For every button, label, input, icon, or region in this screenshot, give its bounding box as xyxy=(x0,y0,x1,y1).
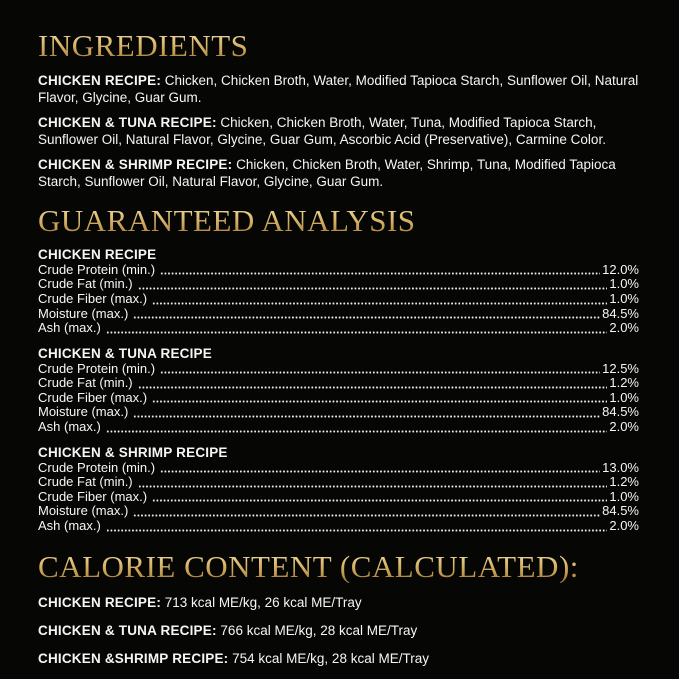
analysis-row-label: Moisture (max.) xyxy=(38,305,129,321)
analysis-recipe-name: CHICKEN & TUNA RECIPE xyxy=(38,345,212,361)
analysis-row xyxy=(38,504,639,519)
calorie-recipe-label: CHICKEN RECIPE: xyxy=(38,595,162,611)
calorie-recipe-label: CHICKEN & TUNA RECIPE: xyxy=(38,623,217,639)
analysis-row-label: Crude Fiber (max.) xyxy=(38,290,148,306)
dotted-leader xyxy=(133,408,600,418)
dotted-leader xyxy=(152,492,607,502)
analysis-row-value: 13.0% xyxy=(602,459,639,475)
analysis-row xyxy=(38,475,639,490)
analysis-row-value: 84.5% xyxy=(602,503,639,519)
analysis-row-value: 1.0% xyxy=(609,488,639,504)
analysis-recipe-chicken xyxy=(38,247,645,336)
analysis-row-value: 2.0% xyxy=(609,320,639,336)
analysis-row xyxy=(38,321,639,336)
analysis-row-label: Crude Fat (min.) xyxy=(38,474,133,490)
analysis-row xyxy=(38,307,639,322)
guaranteed-analysis-section xyxy=(38,202,645,534)
analysis-row-value: 84.5% xyxy=(602,305,639,321)
analysis-row xyxy=(38,420,639,435)
analysis-row-value: 2.0% xyxy=(609,419,639,435)
analysis-row xyxy=(38,376,639,391)
dotted-leader xyxy=(106,522,608,532)
calorie-item-chicken xyxy=(38,595,645,611)
dotted-leader xyxy=(152,295,607,305)
analysis-row-label: Ash (max.) xyxy=(38,419,101,435)
analysis-row-label: Crude Protein (min.) xyxy=(38,459,156,475)
ingredient-recipe-text: Chicken, Chicken Broth, Water, Shrimp, Tuna, Modified Tapioca Starch, Sunflower Oil, Natural Flavor, Glycine, Guar Gum. xyxy=(38,156,616,189)
analysis-row-label: Crude Protein (min.) xyxy=(38,360,156,376)
analysis-row-label: Crude Protein (min.) xyxy=(38,261,156,277)
analysis-recipe-name: CHICKEN & SHRIMP RECIPE xyxy=(38,444,228,460)
dotted-leader xyxy=(152,393,607,403)
dotted-leader xyxy=(133,309,600,319)
analysis-row-value: 2.0% xyxy=(609,518,639,534)
analysis-row-value: 12.0% xyxy=(602,261,639,277)
analysis-row-label: Crude Fiber (max.) xyxy=(38,389,148,405)
ingredient-item-chicken-shrimp xyxy=(38,156,645,190)
calorie-recipe-value: 713 kcal ME/kg, 26 kcal ME/Tray xyxy=(164,595,362,611)
analysis-row xyxy=(38,292,639,307)
analysis-row-value: 1.2% xyxy=(609,375,639,391)
ingredient-item-chicken-tuna xyxy=(38,114,645,148)
analysis-row-value: 1.2% xyxy=(609,474,639,490)
ingredient-recipe-label: CHICKEN & TUNA RECIPE: xyxy=(38,114,217,130)
guaranteed-analysis-title: GUARANTEED ANALYSIS xyxy=(38,205,645,238)
calorie-content-section xyxy=(38,548,645,668)
dotted-leader xyxy=(138,280,608,290)
ingredients-section xyxy=(38,30,645,190)
dotted-leader xyxy=(138,379,608,389)
calorie-item-chicken-tuna xyxy=(38,623,645,639)
analysis-row-label: Crude Fat (min.) xyxy=(38,276,133,292)
analysis-row-value: 12.5% xyxy=(602,360,639,376)
analysis-row-value: 84.5% xyxy=(602,404,639,420)
ingredient-recipe-label: CHICKEN RECIPE: xyxy=(38,72,162,88)
dotted-leader xyxy=(106,423,608,433)
analysis-row xyxy=(38,519,639,534)
analysis-row xyxy=(38,405,639,420)
analysis-recipe-chicken-tuna xyxy=(38,346,645,435)
calorie-content-title: CALORIE CONTENT (CALCULATED): xyxy=(38,551,645,584)
ingredient-recipe-text: Chicken, Chicken Broth, Water, Modified Tapioca Starch, Sunflower Oil, Natural Flavor, Glycine, Guar Gum. xyxy=(38,72,639,105)
analysis-recipe-chicken-shrimp xyxy=(38,445,645,534)
dotted-leader xyxy=(160,265,600,275)
analysis-row xyxy=(38,263,639,278)
dotted-leader xyxy=(106,324,608,334)
analysis-row-label: Moisture (max.) xyxy=(38,503,129,519)
analysis-row xyxy=(38,461,639,476)
analysis-row-label: Ash (max.) xyxy=(38,518,101,534)
analysis-row xyxy=(38,362,639,377)
calorie-recipe-value: 754 kcal ME/kg, 28 kcal ME/Tray xyxy=(232,651,429,667)
dotted-leader xyxy=(160,463,600,473)
ingredient-recipe-label: CHICKEN & SHRIMP RECIPE: xyxy=(38,156,233,172)
analysis-recipe-name: CHICKEN RECIPE xyxy=(38,246,157,262)
dotted-leader xyxy=(133,507,600,517)
ingredient-item-chicken xyxy=(38,72,645,106)
analysis-row xyxy=(38,490,639,505)
analysis-row-value: 1.0% xyxy=(609,389,639,405)
analysis-row xyxy=(38,391,639,406)
analysis-row-label: Moisture (max.) xyxy=(38,404,129,420)
dotted-leader xyxy=(160,364,600,374)
calorie-recipe-value: 766 kcal ME/kg, 28 kcal ME/Tray xyxy=(220,623,418,639)
calorie-recipe-label: CHICKEN &SHRIMP RECIPE: xyxy=(38,651,229,667)
ingredients-title: INGREDIENTS xyxy=(38,30,645,63)
analysis-row xyxy=(38,277,639,292)
ingredient-recipe-text: Chicken, Chicken Broth, Water, Tuna, Modified Tapioca Starch, Sunflower Oil, Natural Flavor, Glycine, Guar Gum, Ascorbic Acid (Preservative), Carmine Color. xyxy=(38,114,606,147)
analysis-row-value: 1.0% xyxy=(609,290,639,306)
analysis-row-label: Crude Fiber (max.) xyxy=(38,488,148,504)
analysis-row-label: Crude Fat (min.) xyxy=(38,375,133,391)
analysis-row-label: Ash (max.) xyxy=(38,320,101,336)
dotted-leader xyxy=(138,478,608,488)
analysis-row-value: 1.0% xyxy=(609,276,639,292)
calorie-item-chicken-shrimp xyxy=(38,651,645,667)
